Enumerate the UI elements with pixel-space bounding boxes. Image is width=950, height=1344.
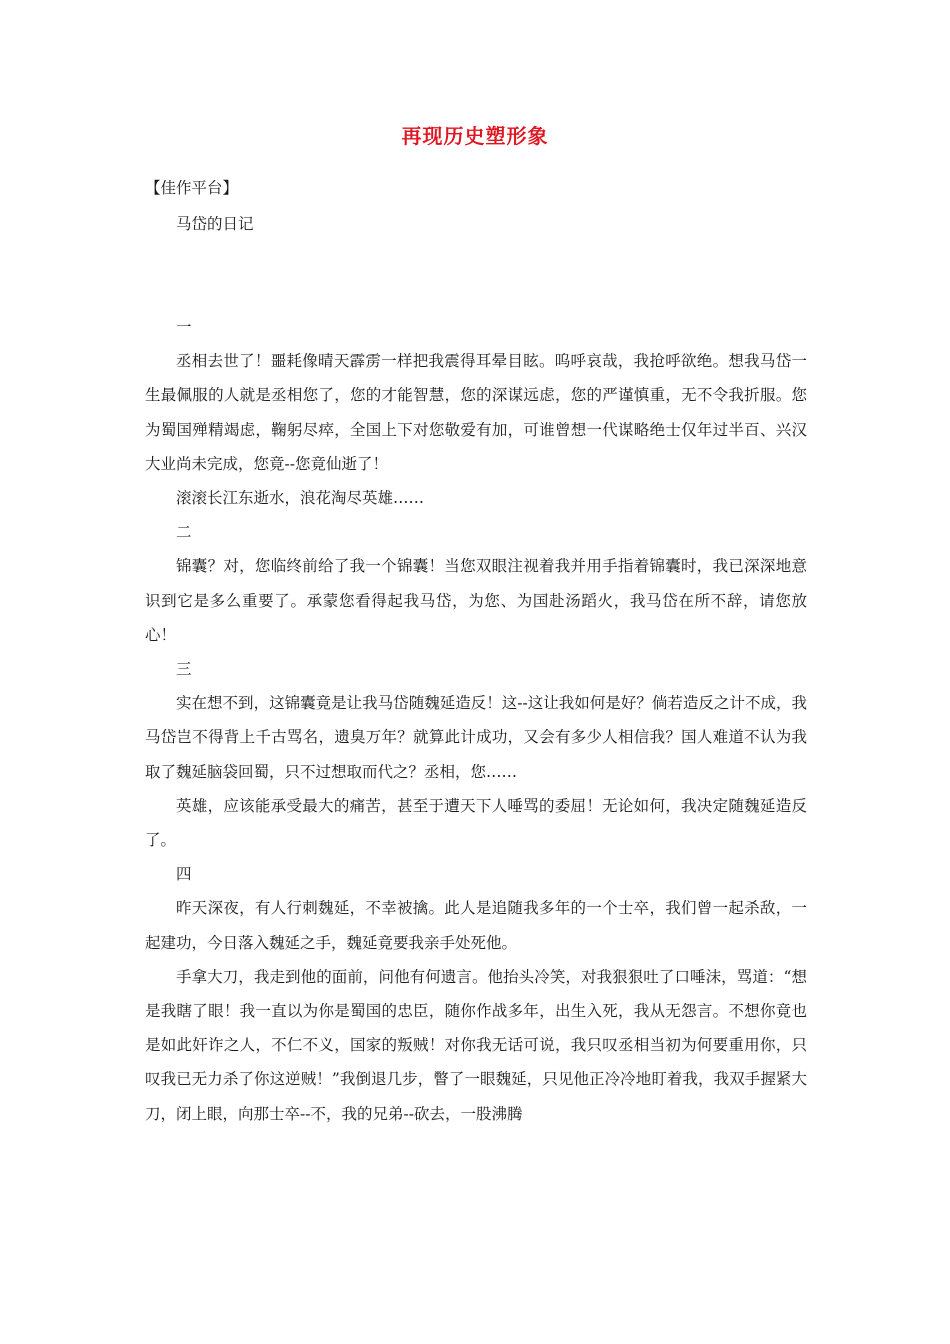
paragraph: 丞相去世了！噩耗像晴天霹雳一样把我震得耳晕目眩。呜呼哀哉，我抢呼欲绝。想我马岱一生最佩服的人就是丞相您了，您的才能智慧，您的深谋远虑，您的严谨慎重，无不令我折服。您为蜀国殚精竭虑，鞠躬尽瘁，全国上下对您敬爱有加，可谁曾想一代谋略绝士仅年过半百、兴汉大业尚未完成，您竟--您竟仙逝了！ — [145, 352, 807, 473]
paragraph: 实在想不到，这锦囊竟是让我马岱随魏延造反！这--这让我如何是好？倘若造反之计不成，我马岱岂不得背上千古骂名，遗臭万年？就算此计成功，又会有多少人相信我？国人难道不认为我取了魏延脑袋回蜀，只不过想取而代之？丞相，您…… — [145, 694, 807, 781]
essay-body — [145, 310, 807, 1131]
paragraph: 英雄，应该能承受最大的痛苦，甚至于遭天下人唾骂的委屈！无论如何，我决定随魏延造反了。 — [145, 796, 807, 850]
essay-title: 马岱的日记 — [176, 215, 254, 233]
paragraph: 手拿大刀，我走到他的面前，问他有何遗言。他抬头冷笑，对我狠狠吐了口唾沫，骂道：“想是我瞎了眼！我一直以为你是蜀国的忠臣，随你作战多年，出生入死，我从无怨言。不想你竟也是如此奸诈之人，不仁不义，国家的叛贼！对你我无话可说，我只叹丞相当初为何要重用你，只叹我已无力杀了你这逆贼！”我倒退几步，瞥了一眼魏延，只见他正冷冷地盯着我，我双手握紧大刀，闭上眼，向那士卒--不，我的兄弟--砍去，一股沸腾 — [145, 967, 807, 1123]
chapter-heading-4: 四 — [176, 865, 192, 884]
chapter-heading-2: 二 — [176, 523, 192, 542]
paragraph: 昨天深夜，有人行刺魏延，不幸被擒。此人是追随我多年的一个士卒，我们曾一起杀敌，一起建功，今日落入魏延之手，魏延竟要我亲手处死他。 — [145, 899, 807, 952]
document-title: 再现历史塑形象 — [401, 124, 549, 148]
chapter-heading-3: 三 — [176, 660, 192, 679]
paragraph: 锦囊？对，您临终前给了我一个锦囊！当您双眼注视着我并用手指着锦囊时，我已深深地意识到它是多么重要了。承蒙您看得起我马岱，为您、为国赴汤蹈火，我马岱在所不辞，请您放心！ — [145, 557, 807, 644]
chapter-heading-1: 一 — [176, 318, 192, 336]
section-label: 【佳作平台】 — [145, 179, 239, 197]
paragraph: 滚滚长江东逝水，浪花淘尽英雄…… — [176, 489, 425, 508]
